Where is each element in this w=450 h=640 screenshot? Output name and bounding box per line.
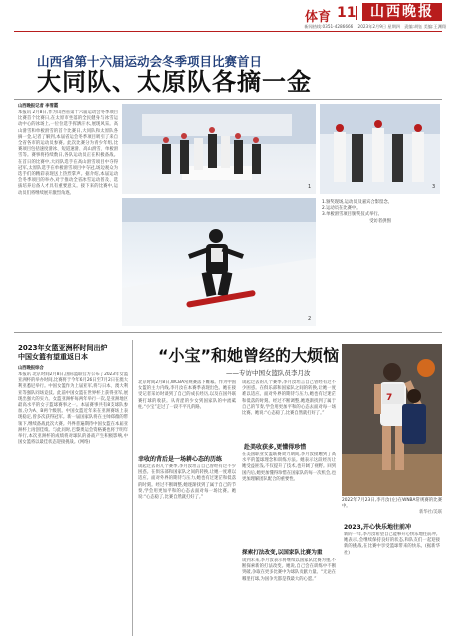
section-rule	[14, 332, 442, 333]
newspaper-logo	[362, 3, 442, 21]
feature-section-2: 在美国职业女篮联赛效力期间,李月汝接触到了高水平的篮球理念和训练方法。她表示这段经历让她受益匪浅,不仅提升了技术,也开阔了视野。回到国内后,她更加懂得珍惜在国家队的每一次机会,也更加理解团队配合的重要性。	[242, 452, 336, 482]
podium-illustration	[122, 104, 316, 194]
lead-body: 本报讯 2月8日,作为山西省第十六届运动会冬季项目比赛首个比赛日,在太原市坐落的全民健身与冰雪运动中心的冰场上,一位位选手挥洒汗水,展现风采。高山滑雪和单板滑雪的首个比赛日,大同队和太原队各摘一金,记者了解到,本届省运会冬季项目吸引了来自全省各市的运动员参赛。此次比赛分为青少年组,比赛项目包括速度滑冰、短道速滑、高山滑雪、单板滑雪等。赛事将持续数日,各队运动员正在积极备战。在首日的比赛中,大同队选手在高山滑雪项目中夺得冠军,太原队选手在单板滑雪项目中夺冠,场边观众为选手们的精彩表现送上热烈掌声。据介绍,本届运动会冬季项目的举办,对于推动全省冰雪运动普及、选拔培养后备人才具有重要意义。接下来的比赛中,运动员们将继续展开激烈角逐。	[18, 110, 118, 196]
masthead-rule	[14, 31, 442, 32]
feature-intro: 北京时间2月8日,WCBA常规赛落下帷幕。作为中国女篮的主力内线,李月汝在本赛季表现出色。她在接受记者采访时谈到了自己的成长经历,以及在国外联赛打球的收获。从青涩的少女到国家队的中流砥柱,“小宝”走过了一段不平凡的路。	[138, 380, 236, 410]
masthead-info: 新闻热线:0351-4286666 2023年2月9日 星期四 责编:胡钰 美编:王渊翔	[304, 24, 446, 29]
section-title: 体育	[305, 10, 332, 25]
feature-subhead: ——专访中国女篮队员李月汝	[226, 369, 311, 377]
feature-section-4: 新的一年,李月汝希望自己能够开心快乐地往前冲。她表示,会继续保持良好的状态,和队友们一起迎接新的挑战,在比赛中享受篮球带来的快乐。(据新华社)	[344, 532, 440, 556]
feature-section-1b: 谈起过去的几个赛季,李月汝坦言自己曾经有过不少困惑。在俱乐部和国家队之间的转换,让她一度难以适应。面对外界的期待与压力,她也有过迷茫和低落的时刻。经过不断调整,她逐渐找到了属于自己的节奏,学会用更加平和的心态去面对每一场比赛。她说:“心态稳了,比赛自然就打好了。”	[242, 380, 336, 417]
feature-subtitle-4: 2023,开心快乐地往前冲	[344, 524, 411, 531]
feature-subtitle-1: 幸收的背后是一场耕心态的历练	[138, 456, 223, 463]
photo-number-2: 2	[308, 316, 312, 322]
player-photo-credit: 新华社/美联	[419, 510, 442, 515]
feature-headline: “小宝”和她曾经的大烦恼	[158, 346, 340, 365]
newspaper-logo-text: 山西晚报	[370, 4, 434, 20]
snowboard-photo	[122, 198, 316, 326]
lead-rule	[14, 99, 442, 100]
podium-photo	[122, 104, 316, 194]
basketball-body: 本报讯 北京时间2月8日,国际篮联官方公布了2023年女篮亚洲杯的举办时间,比赛将于今年6月26日至7月2日在澳大利亚悉尼举行。中国女篮作为上届亚军,将与日本、澳大利亚等强队同场竞技。此前中国女篮在世界杯上获得亚军,展现出强大的实力。女篮亚洲杯每两年举行一次,是亚洲地区最高水平的女子篮球赛事之一。本届赛事共有8支球队参加,分为A、B两个级别。中国女篮近年来在亚洲赛场上表现稳定,曾多次获得冠军。新一届国家队将在主帅郑薇的带领下,继续备战此次大赛。外界普遍期待中国女篮在本届亚洲杯上再创佳绩。与此同时,巴黎奥运会资格赛也将于明年举行,本次亚洲杯的成绩将对球队的备战产生积极影响,中国女篮将以最佳状态迎接挑战。(网络)	[18, 372, 128, 446]
player-photo	[342, 344, 442, 496]
page-number: 11	[337, 5, 357, 21]
feature-subtitle-2: 赴美收获多,更懂得珍惜	[244, 444, 307, 451]
feature-section-3: 谈到未来,李月汝表示将继续以国家队比赛为重,不断探索新的打法改变。她说,自己会在训练中不断突破,争取在更多比赛中为球队贡献力量。“无论在哪里打球,为国争光都是我最大的心愿。”	[242, 558, 336, 582]
column-divider	[132, 340, 133, 636]
player-photo-caption: 2022年7月23日,李月汝(左)在WNBA常规赛的比赛中。	[342, 498, 442, 510]
masthead	[0, 0, 450, 34]
basketball-byline: 山西晚报综合	[18, 366, 44, 371]
group-illustration	[320, 104, 440, 194]
feature-section-1: 谈起过去的几个赛季,李月汝坦言自己曾经有过不少困惑。在俱乐部和国家队之间的转换,让她一度难以适应。面对外界的期待与压力,她也有过迷茫和低落的时刻。经过不断调整,她逐渐找到了属于自己的节奏,学会用更加平和的心态去面对每一场比赛。她说:“心态稳了,比赛自然就打好了。”	[138, 464, 236, 501]
lead-headline: 大同队、太原队各摘一金	[37, 68, 312, 96]
photo-number-3: 3	[432, 184, 436, 190]
basketball-headline: 2023年女篮亚洲杯时间出炉 中国女篮有望重返日本	[18, 344, 108, 361]
photo-number-1: 1	[308, 184, 312, 190]
svg-text:7: 7	[386, 393, 393, 403]
group-photo	[320, 104, 440, 194]
lead-kicker: 山西省第十六届运动会冬季项目比赛首日	[37, 54, 263, 69]
lead-caption: 1.颁奖现场,运动员及嘉宾合影留念。 2.运动员在比赛中。 3.单板滑雪项目颁奖仪式举行。 受访者供图	[322, 200, 392, 224]
snowboard-illustration	[122, 198, 316, 326]
lead-byline: 山西晚报记者 李雪霞	[18, 104, 59, 109]
player-illustration	[342, 344, 442, 496]
feature-subtitle-3: 探索打法改变,以国家队比赛为重	[242, 550, 323, 556]
masthead-divider	[356, 6, 357, 20]
